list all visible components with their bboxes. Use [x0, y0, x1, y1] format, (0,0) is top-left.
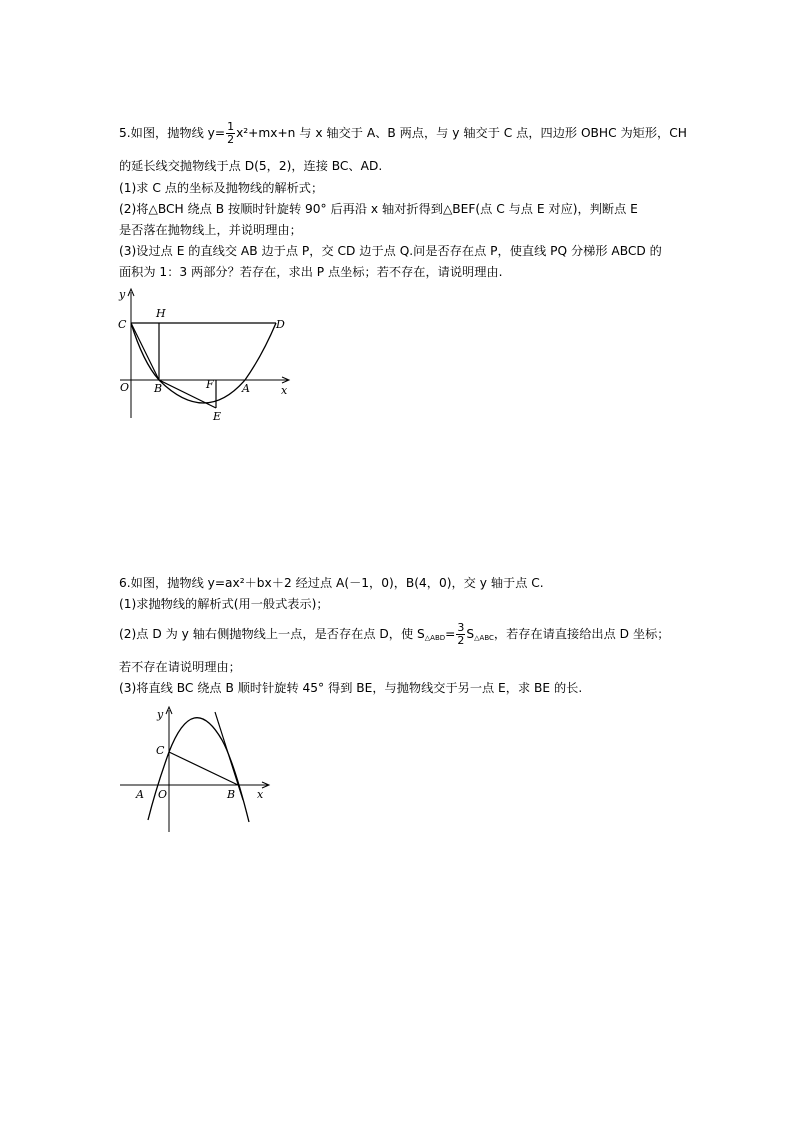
p6-line-3-part-a: (2)点 D 为 y 轴右侧抛物线上一点，是否存在点 D，使 S: [119, 627, 425, 641]
p5-line-1-part-a: 5.如图，抛物线 y=: [119, 126, 226, 140]
p6-line-2: (1)求抛物线的解析式(用一般式表示)；: [119, 597, 329, 611]
p5-line-BC: [131, 323, 159, 380]
p5-line-3: (1)求 C 点的坐标及抛物线的解析式；: [119, 181, 324, 195]
p5-parabola: [131, 323, 276, 403]
p6-fraction-numerator: 3: [457, 621, 465, 634]
p6-line-BE: [215, 712, 243, 800]
p5-line-7: 面积为 1：3 两部分？若存在，求出 P 点坐标；若不存在，请说明理由.: [119, 265, 503, 279]
p6-subscript-abc: △ABC: [474, 634, 494, 642]
p5-label-B: B: [154, 382, 163, 395]
p5-label-x: x: [281, 384, 288, 397]
p5-label-y: y: [119, 288, 126, 301]
p6-label-A: A: [136, 788, 144, 801]
p6-line-1: 6.如图，抛物线 y=ax²＋bx＋2 经过点 A(－1，0)，B(4，0)，交 y 轴于点 C.: [119, 576, 544, 590]
p5-fraction-denominator: 2: [227, 133, 235, 146]
p6-figure: [110, 704, 280, 834]
p6-label-x: x: [257, 788, 264, 801]
p6-label-O: O: [158, 788, 168, 801]
p5-figure: [110, 284, 300, 424]
p6-line-3-part-b: S: [466, 627, 475, 641]
p5-label-O: O: [120, 381, 130, 394]
p6-label-B: B: [227, 788, 236, 801]
p6-label-y: y: [157, 708, 164, 721]
p5-label-E: E: [213, 410, 222, 423]
p5-label-C: C: [118, 318, 127, 331]
p6-line-3-part-c: ，若存在请直接给出点 D 坐标；: [493, 627, 670, 641]
p6-line-4: 若不存在请说明理由；: [119, 660, 241, 674]
p5-label-D: D: [276, 318, 285, 331]
p5-fraction: [226, 121, 235, 146]
p5-label-A: A: [242, 382, 250, 395]
p5-line-5: 是否落在抛物线上，并说明理由；: [119, 223, 302, 237]
p6-line-3: [119, 622, 669, 647]
p6-line-BC: [169, 752, 238, 785]
p5-line-1-part-b: x²+mx+n 与 x 轴交于 A、B 两点，与 y 轴交于 C 点，四边形 OBHC 为矩形，CH: [236, 126, 687, 140]
p6-fraction-denominator: 2: [457, 634, 465, 647]
p5-line-2: 的延长线交抛物线于点 D(5，2)，连接 BC、AD.: [119, 159, 383, 173]
p5-label-F: F: [206, 378, 214, 391]
p5-line-6: (3)设过点 E 的直线交 AB 边于点 P，交 CD 边于点 Q.问是否存在点 P，使直线 PQ 分梯形 ABCD 的: [119, 244, 662, 258]
p5-line-4: (2)将△BCH 绕点 B 按顺时针旋转 90° 后再沿 x 轴对折得到△BEF(点 C 与点 E 对应)，判断点 E: [119, 202, 638, 216]
p6-label-C: C: [156, 744, 165, 757]
p6-subscript-abd: △ABD: [424, 634, 446, 642]
p5-line-1: [119, 121, 687, 146]
p5-label-H: H: [156, 307, 166, 320]
p6-line-5: (3)将直线 BC 绕点 B 顺时针旋转 45° 得到 BE，与抛物线交于另一点 E，求 BE 的长.: [119, 681, 583, 695]
p6-fraction: [456, 622, 465, 647]
p5-fraction-numerator: 1: [227, 120, 235, 133]
p6-equals: =: [445, 627, 456, 641]
